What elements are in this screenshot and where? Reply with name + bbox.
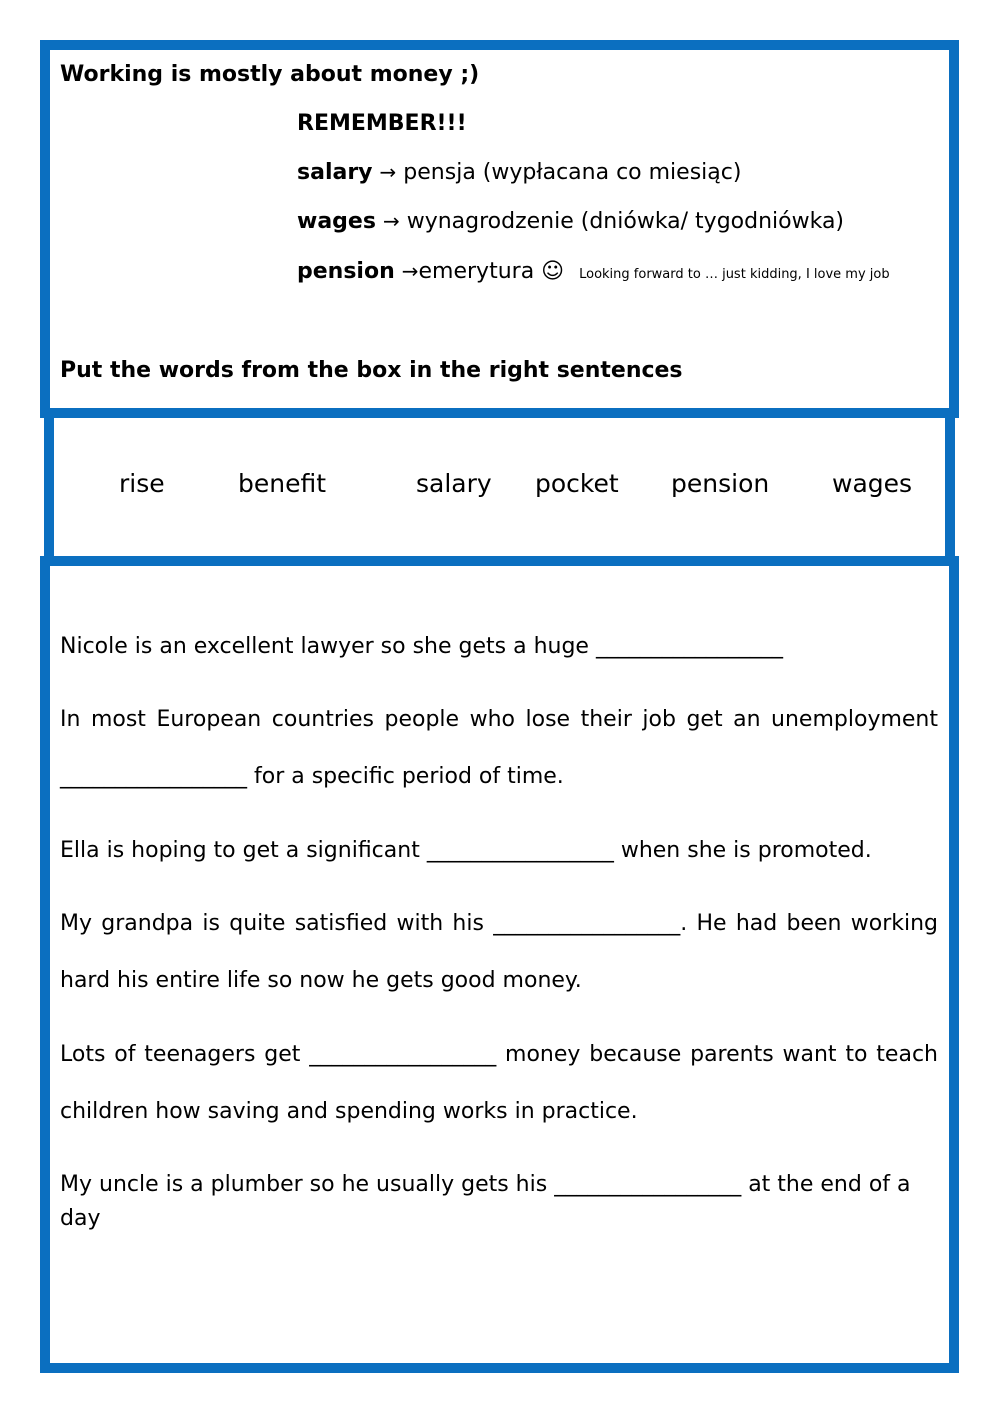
word-pocket: pocket <box>535 469 619 498</box>
definition-salary <box>297 160 741 185</box>
sentence-text: My grandpa is quite satisfied with his <box>60 911 494 936</box>
sentence-text: at the end of a day <box>60 1172 911 1231</box>
word-rise: rise <box>119 469 165 498</box>
sentence-6 <box>60 1168 938 1236</box>
sentence-text: Lots of teenagers get <box>60 1042 310 1067</box>
definition-note: Looking forward to … just kidding, I love my job <box>579 267 890 282</box>
sentence-text: In most European countries people who lose their job get an unemployment <box>60 707 938 732</box>
sentence-5-line-2 <box>60 1095 938 1129</box>
sentence-text: My uncle is a plumber so he usually gets his <box>60 1172 555 1197</box>
sentence-4-line-1 <box>60 907 938 941</box>
word-benefit: benefit <box>238 469 327 498</box>
sentence-text: . He had been working <box>680 911 939 936</box>
sentence-text: children how saving and spending works in practice. <box>60 1099 638 1124</box>
definition-term: pension <box>297 259 395 284</box>
definition-meaning: wynagrodzenie (dniówka/ tygodniówka) <box>406 209 845 234</box>
definition-pension <box>297 259 890 284</box>
remember-heading: REMEMBER!!! <box>297 111 467 136</box>
sentence-1 <box>60 630 938 664</box>
definition-meaning: emerytura ☺ <box>418 259 565 284</box>
sentence-3 <box>60 834 938 868</box>
definition-term: wages <box>297 209 376 234</box>
sentence-text: hard his entire life so now he gets good money. <box>60 968 582 993</box>
answer-blank[interactable]: _________________ <box>309 1042 497 1067</box>
answer-blank[interactable]: _________________ <box>554 1172 742 1197</box>
definition-term: salary <box>297 160 373 185</box>
answer-blank[interactable]: _________________ <box>493 911 681 936</box>
arrow-icon: → <box>382 209 400 233</box>
sentence-text: Ella is hoping to get a significant <box>60 838 427 863</box>
sentence-text: money because parents want to teach <box>496 1042 938 1067</box>
answer-blank[interactable]: _________________ <box>595 634 783 659</box>
sentence-text: Nicole is an excellent lawyer so she gets a huge <box>60 634 596 659</box>
word-pension: pension <box>671 469 770 498</box>
sentence-5-line-1 <box>60 1038 938 1072</box>
sentence-2-line-1 <box>60 703 938 737</box>
sentence-2-line-2 <box>60 760 938 794</box>
word-box <box>44 408 955 566</box>
worksheet-title: Working is mostly about money ;) <box>60 62 480 87</box>
instruction-text: Put the words from the box in the right sentences <box>60 358 683 383</box>
sentence-text: when she is promoted. <box>613 838 872 863</box>
sentence-text: for a specific period of time. <box>247 764 564 789</box>
sentence-4-line-2 <box>60 964 938 998</box>
answer-blank[interactable]: _________________ <box>60 764 247 789</box>
word-wages: wages <box>832 469 913 498</box>
answer-blank[interactable]: _________________ <box>426 838 614 863</box>
word-salary: salary <box>416 469 492 498</box>
definition-meaning: pensja (wypłacana co miesiąc) <box>403 160 742 185</box>
arrow-icon: → <box>401 259 419 283</box>
arrow-icon: → <box>379 160 397 184</box>
definition-wages <box>297 209 844 234</box>
